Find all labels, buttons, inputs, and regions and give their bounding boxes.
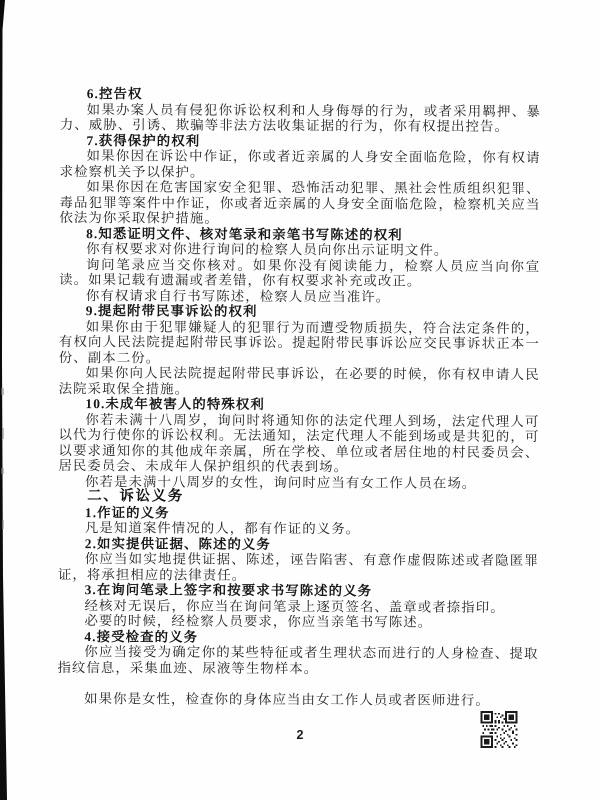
paragraph: 如果你因在危害国家安全犯罪、恐怖活动犯罪、黑社会性质组织犯罪、毒品犯罪等案件中作证，你或者近亲属的人身安全面临危险，检察机关应当依法为你采取保护措施。 xyxy=(59,179,541,226)
scan-speck xyxy=(2,520,4,529)
scan-speck xyxy=(2,428,4,439)
paragraph: 如果你是女性，检查你的身体应当由女工作人员或者医师进行。 xyxy=(84,691,490,708)
paragraph: 如果你因在诉讼中作证，你或者近亲属的人身安全面临危险，你有权请求检察机关予以保护。 xyxy=(59,148,541,180)
paragraph: 你应当如实地提供证据、陈述，诬告陷害、有意作虚假陈述或者隐匿罪证，将承担相应的法律责任。 xyxy=(57,551,539,583)
scan-edge-artifact xyxy=(0,0,8,800)
paragraph: 经核对无误后，你应当在询问笔录上逐页签名、盖章或者捺指印。 xyxy=(84,597,505,615)
scan-speck xyxy=(1,388,4,395)
section-heading: 二、诉讼义务 xyxy=(87,488,184,505)
section-heading: 9.提起附带民事诉讼的权利 xyxy=(85,303,258,319)
paragraph: 如果办案人员有侵犯你诉讼权利和人身侮辱的行为，或者采用羁押、暴力、威胁、引诱、欺骗等非法方法收集证据的行为，你有权提出控告。 xyxy=(59,101,541,134)
paragraph: 你若未满十八周岁，询问时将通知你的法定代理人到场，法定代理人可以代为行使你的诉讼权利。无法通知，法定代理人不能到场或是共犯的，可以要求通知你的其他成年亲属，所在学校、单位或者居住地的村民委员会、居民委员会、未成年人保护组织的代表到场。 xyxy=(58,411,540,475)
paragraph: 如果你向人民法院提起附带民事诉讼，在必要的时候，你有权申请人民法院采取保全措施。 xyxy=(58,365,540,397)
document-body xyxy=(57,86,541,709)
paragraph: 如果你由于犯罪嫌疑人的犯罪行为而遭受物质损失，符合法定条件的，有权向人民法院提起附带民事诉讼。提起附带民事诉讼应交民事诉状正本一份、副本二份。 xyxy=(58,318,540,365)
section-heading: 4.接受检查的义务 xyxy=(84,628,199,645)
paragraph: 你有权要求对你进行询问的检察人员向你出示证明文件。 xyxy=(86,241,449,258)
section-heading: 1.作证的义务 xyxy=(84,504,170,520)
section-heading: 3.在询问笔录上签字和按要求书写陈述的义务 xyxy=(84,582,373,599)
page-number: 2 xyxy=(296,728,304,742)
section-heading: 10.未成年被害人的特殊权利 xyxy=(85,396,265,412)
paragraph: 你若是未满十八周岁的女性，询问时应当有女工作人员在场。 xyxy=(85,473,477,491)
paragraph: 你有权请求自行书写陈述，检察人员应当准许。 xyxy=(85,287,391,304)
section-heading: 7.获得保护的权利 xyxy=(86,132,201,149)
scan-speck xyxy=(1,468,4,474)
section-heading: 6.控告权 xyxy=(86,86,143,102)
paragraph: 必要的时候，经检察人员要求，你应当亲笔书写陈述。 xyxy=(84,613,433,630)
paragraph: 凡是知道案件情况的人，都有作证的义务。 xyxy=(84,520,361,537)
paragraph: 你应当接受为确定你的某些特征或者生理状态而进行的人身检查、提取指纹信息，采集血迹、尿液等生物样本。 xyxy=(57,644,539,676)
paragraph: 询问笔录应当交你核对。如果你没有阅读能力，检察人员应当向你宣读。如果记载有遗漏或者差错，你有权要求补充或改正。 xyxy=(59,256,541,289)
qr-code-icon xyxy=(479,711,519,748)
section-heading: 2.如实提供证据、陈述的义务 xyxy=(84,535,271,552)
section-heading: 8.知悉证明文件、核对笔录和亲笔书写陈述的权利 xyxy=(86,225,403,242)
